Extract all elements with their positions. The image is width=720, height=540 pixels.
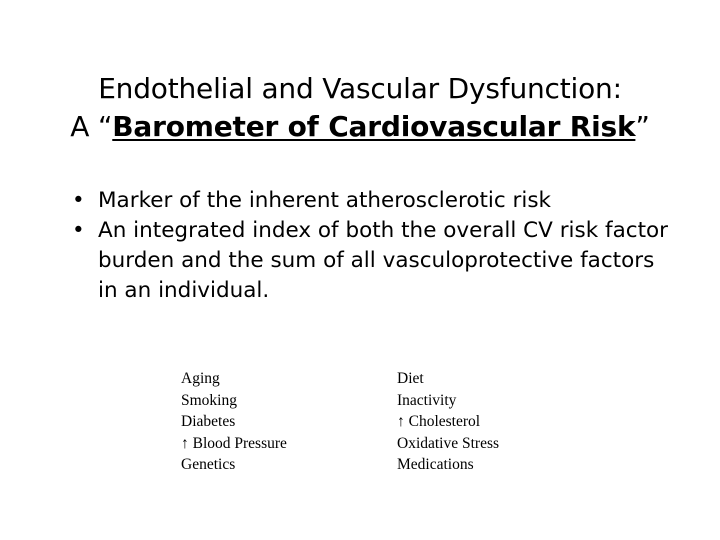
title-emphasis: Barometer of Cardiovascular Risk	[112, 110, 636, 143]
risk-factor-item: ↑ Blood Pressure	[181, 434, 287, 452]
bullet-marker: •	[72, 188, 85, 213]
risk-factor-item: ↑ Cholesterol	[397, 413, 481, 430]
bullet-item	[72, 186, 672, 216]
title-quote-open: A “	[70, 110, 113, 143]
bullet-marker: •	[72, 218, 85, 243]
risk-factor-item: Oxidative Stress	[397, 434, 500, 452]
bullet-list	[72, 186, 672, 306]
bullet-item	[72, 216, 672, 306]
risk-factor-item: Genetics	[181, 456, 236, 473]
title-line-1: Endothelial and Vascular Dysfunction:	[98, 72, 622, 105]
bullet-text: An integrated index of both the overall CV risk factor burden and the sum of all vasculoprotective factors in an individual.	[98, 218, 668, 303]
risk-factor-item: Inactivity	[397, 391, 457, 409]
risk-factor-column-left	[181, 368, 287, 476]
risk-factor-item: Medications	[397, 456, 474, 473]
risk-factor-item: Smoking	[181, 391, 237, 409]
risk-factor-column-right	[397, 368, 499, 476]
title-quote-close: ”	[635, 110, 650, 143]
risk-factor-item: Diet	[397, 370, 424, 387]
risk-factor-item: Aging	[181, 370, 220, 387]
bullet-text: Marker of the inherent atherosclerotic risk	[98, 188, 552, 213]
slide-title	[40, 70, 680, 146]
title-line-2	[40, 108, 680, 146]
risk-factor-item: Diabetes	[181, 413, 236, 430]
